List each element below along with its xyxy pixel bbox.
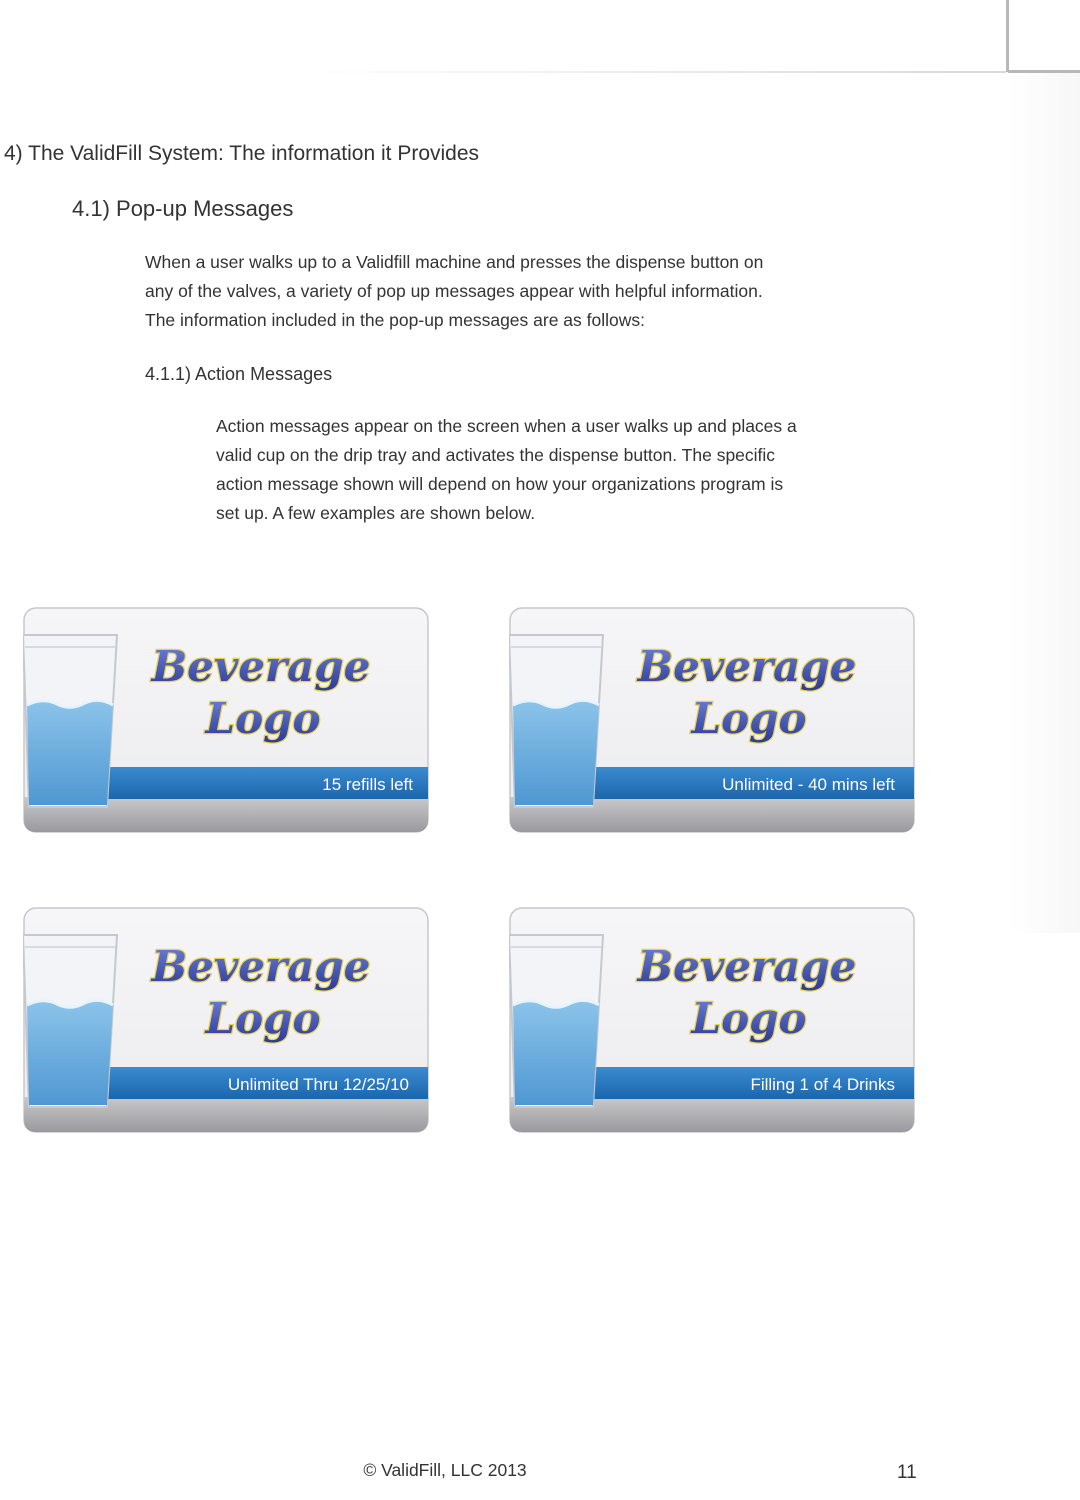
- margin-shade: [1008, 73, 1080, 933]
- popup-message: Filling 1 of 4 Drinks: [750, 1075, 895, 1094]
- action-line: Action messages appear on the screen when a user walks up and places a: [216, 416, 797, 436]
- subsubsection-heading: 4.1.1) Action Messages: [145, 364, 333, 384]
- logo-line-2: Logo: [205, 694, 321, 743]
- logo-line-1: Beverage: [637, 942, 857, 991]
- intro-line: When a user walks up to a Validfill machine and presses the dispense button on: [145, 252, 764, 272]
- popup-message: Unlimited Thru 12/25/10: [227, 1075, 409, 1094]
- copyright-footer: © ValidFill, LLC 2013: [363, 1460, 527, 1480]
- header-rule: [300, 71, 1006, 73]
- action-line: action message shown will depend on how your organizations program is: [216, 474, 784, 494]
- popup-card: [23, 607, 429, 833]
- popup-card: [23, 907, 429, 1133]
- popup-message: 15 refills left: [322, 775, 413, 794]
- action-line: set up. A few examples are shown below.: [216, 503, 536, 523]
- logo-line-1: Beverage: [637, 642, 857, 691]
- logo-line-1: Beverage: [151, 642, 371, 691]
- logo-line-2: Logo: [691, 994, 807, 1043]
- logo-line-1: Beverage: [151, 942, 371, 991]
- popup-card: [509, 607, 915, 833]
- logo-line-2: Logo: [691, 694, 807, 743]
- logo-line-2: Logo: [205, 994, 321, 1043]
- corner-vertical-rule: [1006, 0, 1009, 72]
- popup-card: [509, 907, 915, 1133]
- popup-message: Unlimited - 40 mins left: [722, 775, 895, 794]
- page-number: 11: [897, 1462, 917, 1483]
- intro-line: any of the valves, a variety of pop up messages appear with helpful information.: [145, 281, 763, 301]
- subsection-heading: 4.1) Pop-up Messages: [72, 196, 294, 221]
- action-line: valid cup on the drip tray and activates the dispense button. The specific: [216, 445, 776, 465]
- action-paragraph: [216, 412, 936, 528]
- intro-line: The information included in the pop-up messages are as follows:: [145, 310, 645, 330]
- intro-paragraph: [145, 248, 935, 335]
- section-heading: 4) The ValidFill System: The information it Provides: [4, 142, 480, 165]
